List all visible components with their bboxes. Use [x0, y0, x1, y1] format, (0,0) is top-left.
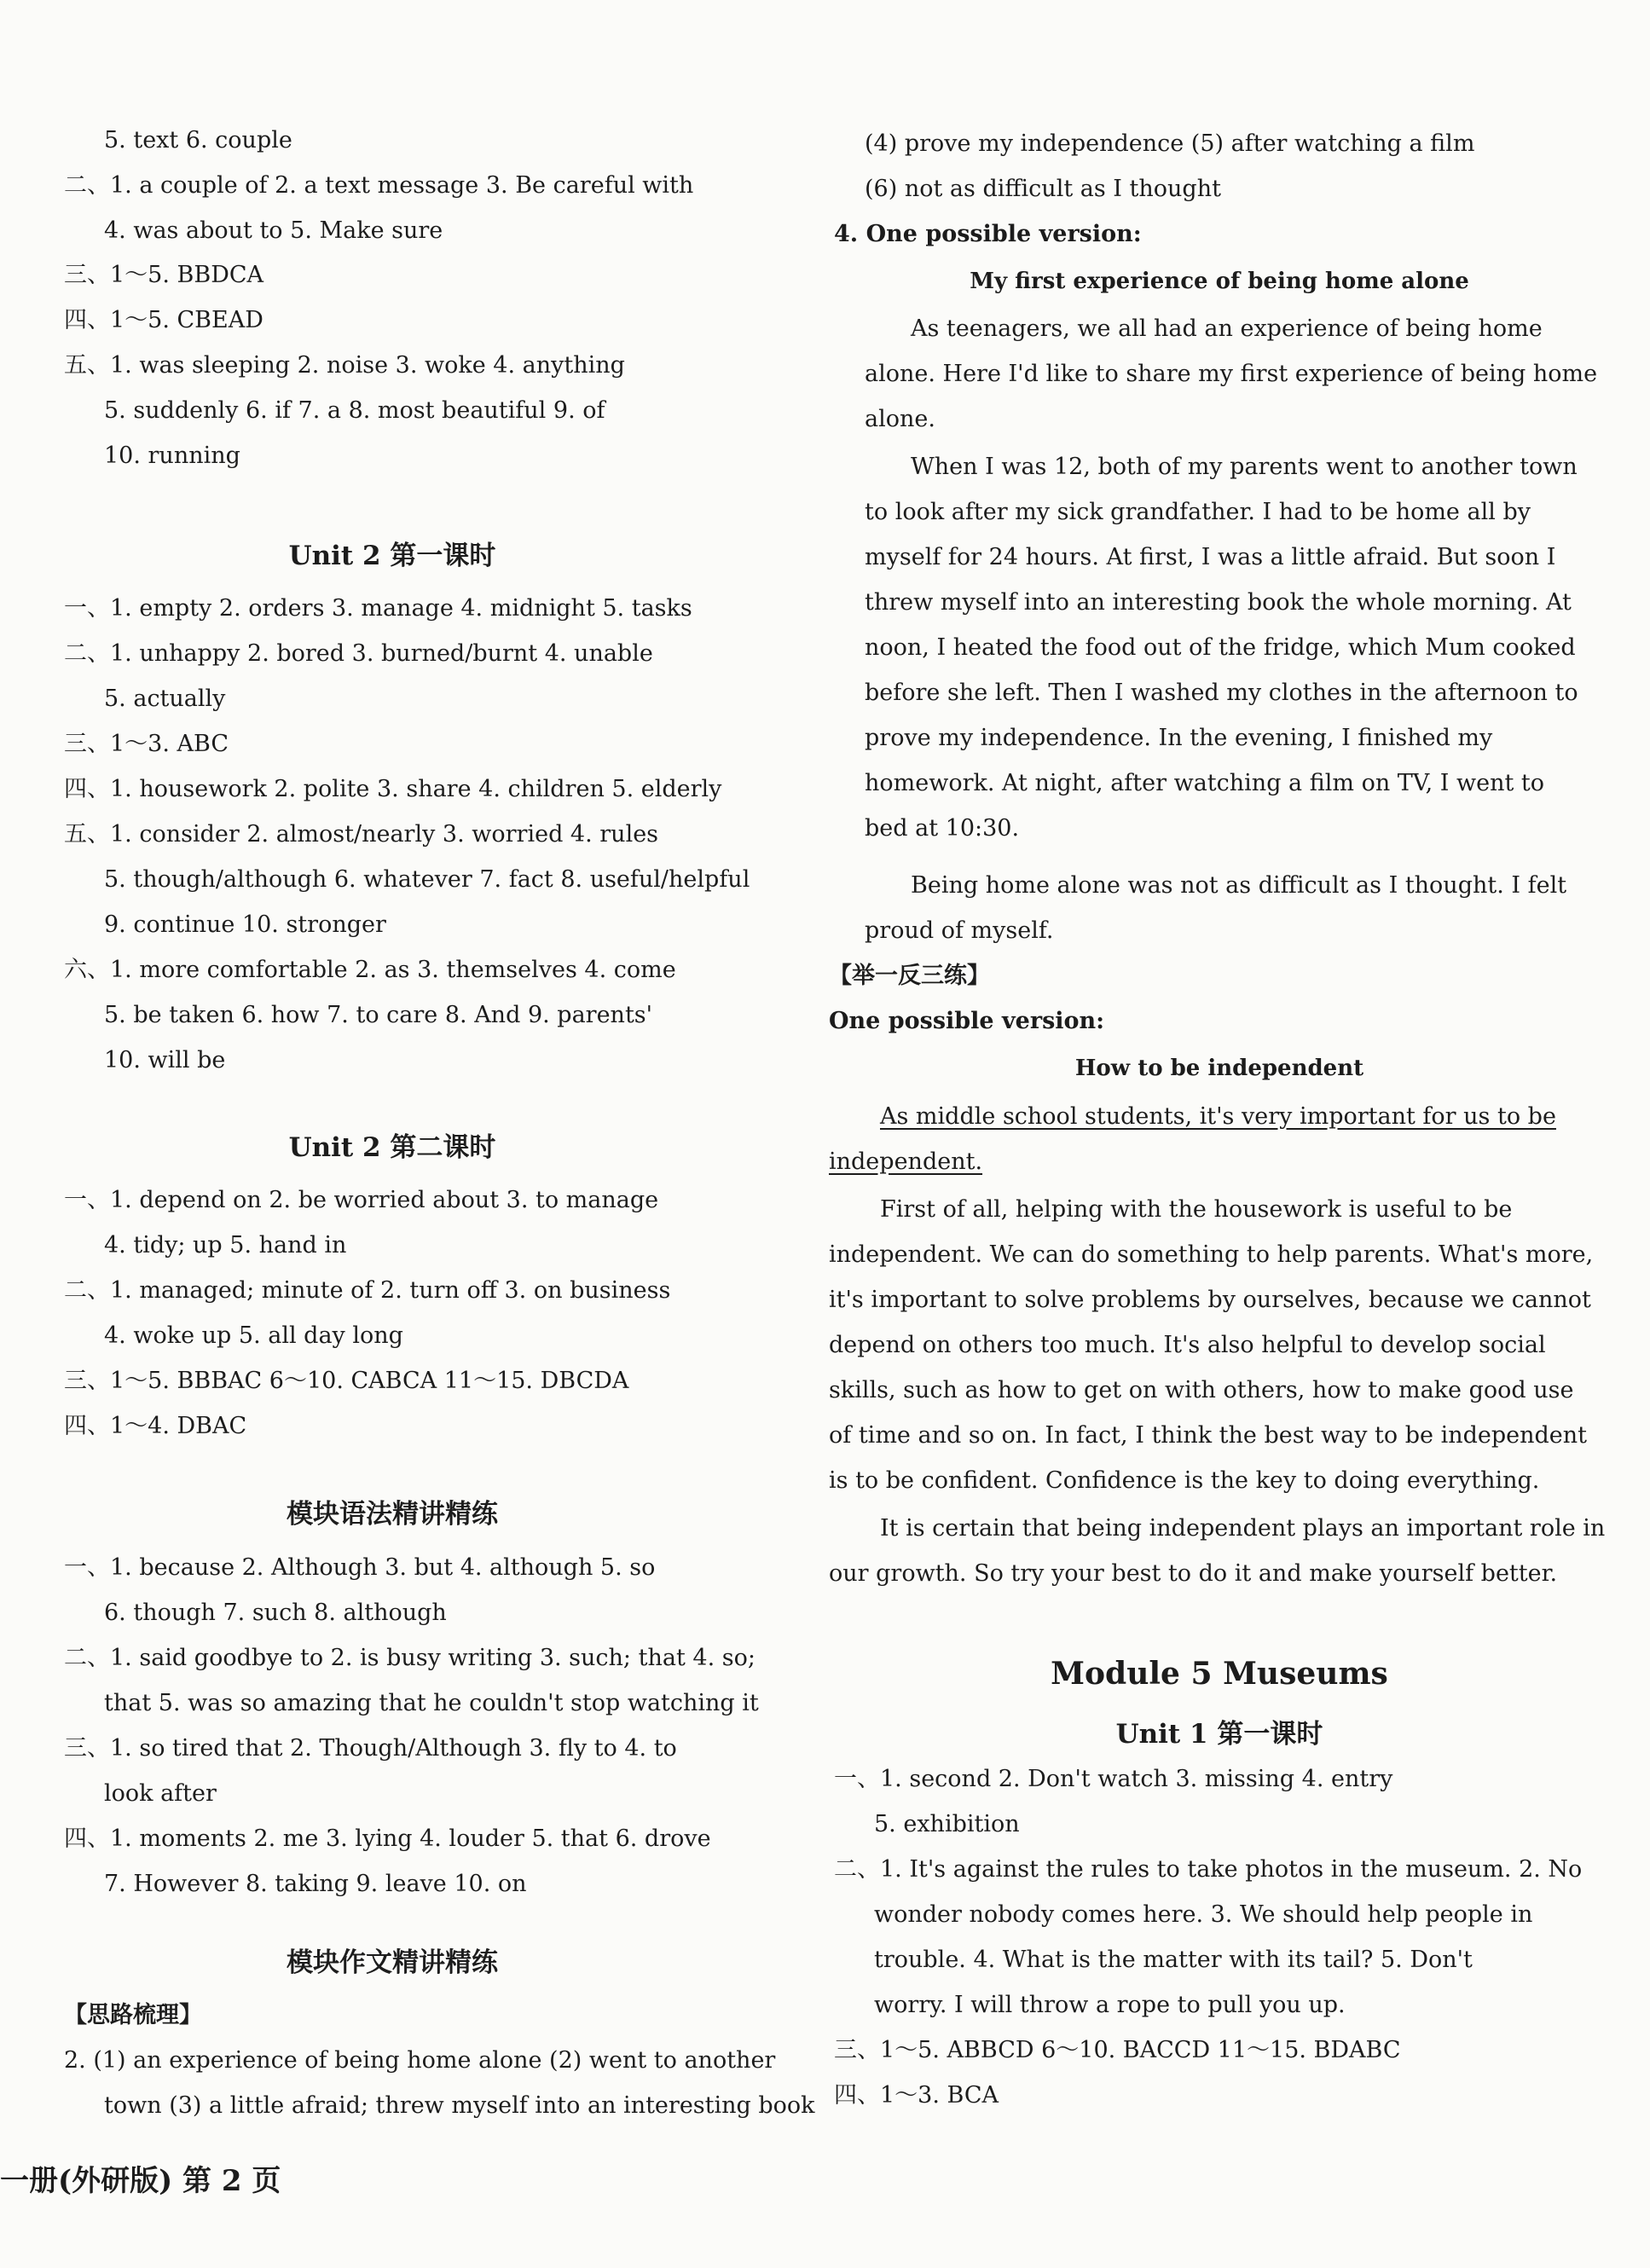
- text-line: 二、1. It's against the rules to take photos in the museum. 2. No: [834, 1856, 1583, 1883]
- text-line: independent.: [829, 1148, 983, 1175]
- text-line: 六、1. more comfortable 2. as 3. themselves 4. come: [64, 957, 676, 983]
- text-line: 5. exhibition: [874, 1811, 1020, 1837]
- text-line: is to be confident. Confidence is the key to doing everything.: [829, 1467, 1540, 1494]
- text-line: skills, such as how to get on with others, how to make good use: [829, 1377, 1574, 1403]
- text-line: 四、1～5. CBEAD: [64, 307, 263, 333]
- text-line: that 5. was so amazing that he couldn't stop watching it: [104, 1690, 759, 1716]
- text-line: 三、1～5. BBDCA: [64, 262, 264, 288]
- text-line: 7. However 8. taking 9. leave 10. on: [104, 1871, 527, 1897]
- text-line: 一、1. because 2. Although 3. but 4. although 5. so: [64, 1554, 656, 1581]
- section-heading: 模块作文精讲精练: [287, 1947, 498, 1978]
- text-line: 9. continue 10. stronger: [104, 911, 386, 938]
- text-line: 10. will be: [104, 1047, 226, 1073]
- text-line: (4) prove my independence (5) after watching a film: [865, 130, 1475, 157]
- text-line: 二、1. said goodbye to 2. is busy writing 3. such; that 4. so;: [64, 1645, 756, 1671]
- text-line: One possible version:: [829, 1008, 1105, 1034]
- text-line: 一、1. empty 2. orders 3. manage 4. midnight 5. tasks: [64, 595, 692, 622]
- text-line: before she left. Then I washed my clothes in the afternoon to: [865, 680, 1578, 706]
- text-line: 四、1～4. DBAC: [64, 1413, 247, 1439]
- text-line: 4. tidy; up 5. hand in: [104, 1232, 347, 1258]
- text-line: myself for 24 hours. At first, I was a little afraid. But soon I: [865, 544, 1556, 570]
- text-line: Being home alone was not as difficult as I thought. I felt: [911, 872, 1567, 899]
- text-line: worry. I will throw a rope to pull you up.: [874, 1992, 1346, 2018]
- text-line: wonder nobody comes here. 3. We should help people in: [874, 1901, 1533, 1928]
- text-line: it's important to solve problems by ourselves, because we cannot: [829, 1287, 1591, 1313]
- text-line: As middle school students, it's very important for us to be: [880, 1103, 1556, 1130]
- text-line: 10. running: [104, 443, 240, 469]
- text-line: 三、1～5. ABBCD 6～10. BACCD 11～15. BDABC: [834, 2037, 1401, 2063]
- text-line: When I was 12, both of my parents went to another town: [911, 454, 1578, 480]
- section-heading: How to be independent: [1074, 1056, 1364, 1081]
- text-line: 五、1. consider 2. almost/nearly 3. worried 4. rules: [64, 821, 659, 848]
- text-line: 四、1～3. BCA: [834, 2082, 999, 2109]
- text-line: alone. Here I'd like to share my first experience of being home: [865, 361, 1598, 387]
- text-line: 【思路梳理】: [64, 2002, 202, 2028]
- text-line: 5. suddenly 6. if 7. a 8. most beautiful 9. of: [104, 397, 605, 424]
- text-line: our growth. So try your best to do it and make yourself better.: [829, 1560, 1558, 1587]
- section-heading: Unit 2 第二课时: [288, 1132, 496, 1163]
- section-heading: Unit 1 第一课时: [1115, 1719, 1323, 1750]
- text-line: 二、1. a couple of 2. a text message 3. Be careful with: [64, 172, 694, 199]
- text-line: First of all, helping with the housework is useful to be: [880, 1196, 1513, 1223]
- text-line: (6) not as difficult as I thought: [865, 176, 1221, 202]
- text-line: 5. text 6. couple: [104, 127, 292, 153]
- text-line: 二、1. unhappy 2. bored 3. burned/burnt 4. unable: [64, 640, 653, 667]
- text-line: 2. (1) an experience of being home alone (2) went to another: [64, 2047, 776, 2074]
- section-heading: My first experience of being home alone: [970, 269, 1469, 294]
- text-line: 6. though 7. such 8. although: [104, 1600, 447, 1626]
- text-line: 四、1. moments 2. me 3. lying 4. louder 5. that 6. drove: [64, 1825, 711, 1852]
- text-line: 4. woke up 5. all day long: [104, 1322, 403, 1349]
- text-line: 五、1. was sleeping 2. noise 3. woke 4. anything: [64, 352, 625, 379]
- text-line: 5. be taken 6. how 7. to care 8. And 9. parents': [104, 1002, 653, 1028]
- text-line: 4. One possible version:: [834, 221, 1142, 247]
- section-heading: Unit 2 第一课时: [288, 541, 496, 571]
- text-line: to look after my sick grandfather. I had to be home all by: [865, 499, 1531, 525]
- text-line: As teenagers, we all had an experience of being home: [911, 315, 1543, 342]
- text-line: trouble. 4. What is the matter with its tail? 5. Don't: [874, 1947, 1473, 1973]
- text-line: 一、1. depend on 2. be worried about 3. to manage: [64, 1187, 659, 1213]
- text-line: It is certain that being independent plays an important role in: [880, 1515, 1606, 1542]
- text-line: 【举一反三练】: [829, 963, 990, 989]
- text-line: threw myself into an interesting book the whole morning. At: [865, 589, 1572, 616]
- text-line: noon, I heated the food out of the fridge, which Mum cooked: [865, 634, 1576, 661]
- page-footer: 一册(外研版) 第 2 页: [0, 2164, 281, 2198]
- text-line: bed at 10:30.: [865, 815, 1020, 842]
- text-line: depend on others too much. It's also helpful to develop social: [829, 1332, 1546, 1358]
- text-line: 一、1. second 2. Don't watch 3. missing 4. entry: [834, 1766, 1393, 1792]
- text-line: independent. We can do something to help parents. What's more,: [829, 1241, 1594, 1268]
- text-line: look after: [104, 1780, 217, 1807]
- section-heading: Module 5 Museums: [1051, 1656, 1388, 1692]
- text-line: 四、1. housework 2. polite 3. share 4. children 5. elderly: [64, 776, 722, 802]
- text-line: town (3) a little afraid; threw myself into an interesting book: [104, 2092, 815, 2119]
- text-line: proud of myself.: [865, 917, 1054, 944]
- text-line: 三、1～5. BBBAC 6～10. CABCA 11～15. DBCDA: [64, 1368, 629, 1394]
- text-line: homework. At night, after watching a film on TV, I went to: [865, 770, 1545, 796]
- text-line: 5. actually: [104, 686, 226, 712]
- text-line: 三、1～3. ABC: [64, 731, 229, 757]
- text-line: 4. was about to 5. Make sure: [104, 217, 443, 244]
- text-line: of time and so on. In fact, I think the best way to be independent: [829, 1422, 1588, 1449]
- section-heading: 模块语法精讲精练: [287, 1499, 498, 1530]
- text-line: 三、1. so tired that 2. Though/Although 3. fly to 4. to: [64, 1735, 677, 1762]
- text-line: alone.: [865, 406, 935, 432]
- text-line: 二、1. managed; minute of 2. turn off 3. on business: [64, 1277, 671, 1304]
- text-line: prove my independence. In the evening, I finished my: [865, 725, 1493, 751]
- text-line: 5. though/although 6. whatever 7. fact 8. useful/helpful: [104, 866, 750, 893]
